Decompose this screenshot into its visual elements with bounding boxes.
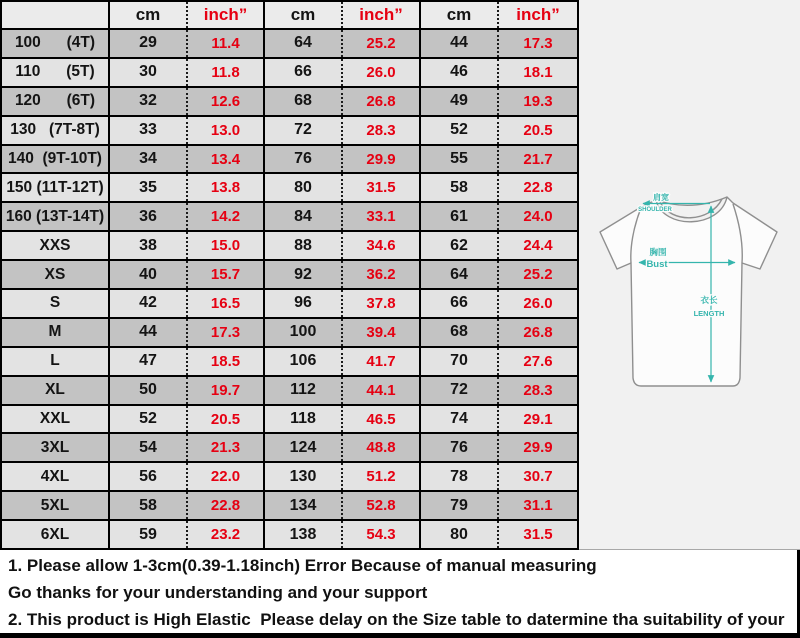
note-line-3: 2. This product is High Elastic Please delay on the Size table to datermine tha suitability of your [8,610,785,629]
inch-value: 31.1 [523,497,553,515]
header-inch-2: inch” [343,2,421,28]
inch-value: 34.6 [343,232,421,259]
size-label: S [2,290,110,317]
size-label: 140 (9T-10T) [2,146,110,173]
inch-value: 11.8 [188,59,265,86]
size-label: 3XL [2,434,110,461]
cm-value: 130 [265,463,343,490]
size-row-6xl [2,521,577,548]
inch-value: 26.0 [523,294,553,312]
size-row-130 [2,117,577,146]
note-line-2: Go thanks for your understanding and your support [8,583,428,602]
cm-value: 36 [110,203,188,230]
shoulder-label-cn: 肩宽 [653,193,669,202]
size-label: 100 (4T) [2,30,110,57]
cm-value: 66 [265,59,343,86]
size-row-110 [2,59,577,88]
bust-label-en: Bust [646,259,668,270]
cm-value: 78 [421,463,499,490]
size-row-120 [2,88,577,117]
inch-value: 48.8 [343,434,421,461]
cm-value: 66 [421,290,499,317]
cm-value: 30 [110,59,188,86]
size-label: 110 (5T) [2,59,110,86]
inch-value: 14.2 [188,203,265,230]
cm-value: 44 [421,30,499,57]
inch-value: 36.2 [343,261,421,288]
cm-value: 52 [110,406,188,433]
cm-value: 106 [265,348,343,375]
inch-value: 15.0 [188,232,265,259]
size-label: 120 (6T) [2,88,110,115]
size-row-100 [2,30,577,59]
inch-value: 21.7 [523,150,553,168]
inch-value: 18.5 [188,348,265,375]
cm-value: 70 [421,348,499,375]
inch-value: 21.3 [188,434,265,461]
size-label: 4XL [2,463,110,490]
cm-value: 72 [265,117,343,144]
inch-value: 27.6 [523,352,553,370]
size-row-xl [2,377,577,406]
cm-value: 52 [421,117,499,144]
inch-value: 29.9 [523,439,553,457]
size-label: M [2,319,110,346]
size-label: XXS [2,232,110,259]
cm-value: 62 [421,232,499,259]
inch-value: 18.1 [523,63,553,81]
header-cm-2: cm [265,2,343,28]
inch-value: 41.7 [343,348,421,375]
inch-value: 46.5 [343,406,421,433]
cm-value: 34 [110,146,188,173]
cm-value: 33 [110,117,188,144]
header-inch-1: inch” [188,2,265,28]
inch-value: 44.1 [343,377,421,404]
size-label: 130 (7T-8T) [2,117,110,144]
cm-value: 76 [421,434,499,461]
size-label: XXL [2,406,110,433]
tshirt-diagram-panel [579,0,800,550]
cm-value: 124 [265,434,343,461]
cm-value: 55 [421,146,499,173]
cm-value: 58 [421,174,499,201]
size-row-3xl [2,434,577,463]
inch-value: 16.5 [188,290,265,317]
inch-value: 15.7 [188,261,265,288]
inch-value: 30.7 [523,468,553,486]
inch-value: 13.4 [188,146,265,173]
size-label: 5XL [2,492,110,519]
bust-label-cn: 胸围 [649,247,667,257]
cm-value: 68 [265,88,343,115]
inch-value: 22.8 [523,179,553,197]
inch-value: 29.9 [343,146,421,173]
cm-value: 50 [110,377,188,404]
cm-value: 49 [421,88,499,115]
cm-value: 46 [421,59,499,86]
shoulder-label-en: SHOULDER [638,207,672,213]
inch-value: 19.3 [523,92,553,110]
cm-value: 118 [265,406,343,433]
inch-value: 24.0 [523,208,553,226]
cm-value: 134 [265,492,343,519]
size-row-140 [2,146,577,175]
size-label: 160 (13T-14T) [2,203,110,230]
size-row-xs [2,261,577,290]
cm-value: 76 [265,146,343,173]
cm-value: 42 [110,290,188,317]
inch-value: 11.4 [188,30,265,57]
inch-value: 17.3 [523,34,553,52]
size-label: XL [2,377,110,404]
inch-value: 25.2 [523,266,553,284]
header-size-blank [2,2,110,28]
cm-value: 79 [421,492,499,519]
cm-value: 59 [110,521,188,548]
size-row-s [2,290,577,319]
cm-value: 112 [265,377,343,404]
length-label-cn: 衣长 [700,295,718,305]
inch-value: 52.8 [343,492,421,519]
cm-value: 64 [421,261,499,288]
inch-value: 22.8 [188,492,265,519]
size-row-xxl [2,406,577,435]
inch-value: 31.5 [523,526,553,544]
inch-value: 12.6 [188,88,265,115]
cm-value: 74 [421,406,499,433]
length-label-en: LENGTH [693,309,725,318]
tshirt-outline [600,197,777,386]
inch-value: 28.3 [523,381,553,399]
cm-value: 96 [265,290,343,317]
note-line-1: 1. Please allow 1-3cm(0.39-1.18inch) Error Because of manual measuring [8,556,597,575]
inch-value: 26.0 [343,59,421,86]
inch-value: 17.3 [188,319,265,346]
cm-value: 35 [110,174,188,201]
inch-value: 26.8 [523,323,553,341]
cm-value: 100 [265,319,343,346]
inch-value: 28.3 [343,117,421,144]
cm-value: 38 [110,232,188,259]
cm-value: 80 [421,521,499,548]
cm-value: 72 [421,377,499,404]
cm-value: 68 [421,319,499,346]
size-label: L [2,348,110,375]
inch-value: 13.8 [188,174,265,201]
inch-value: 19.7 [188,377,265,404]
tshirt-diagram [579,0,800,550]
header-cm-1: cm [110,2,188,28]
inch-value: 29.1 [523,410,553,428]
inch-value: 24.4 [523,237,553,255]
size-label: XS [2,261,110,288]
size-row-5xl [2,492,577,521]
cm-value: 44 [110,319,188,346]
inch-value: 23.2 [188,521,265,548]
inch-value: 33.1 [343,203,421,230]
cm-value: 32 [110,88,188,115]
size-table-header-row [2,2,577,30]
cm-value: 47 [110,348,188,375]
cm-value: 64 [265,30,343,57]
inch-value: 39.4 [343,319,421,346]
size-row-150 [2,174,577,203]
inch-value: 20.5 [523,121,553,139]
cm-value: 61 [421,203,499,230]
inch-value: 31.5 [343,174,421,201]
cm-value: 88 [265,232,343,259]
cm-value: 40 [110,261,188,288]
inch-value: 37.8 [343,290,421,317]
cm-value: 92 [265,261,343,288]
bottom-border-bar [0,633,800,638]
inch-value: 51.2 [343,463,421,490]
cm-value: 54 [110,434,188,461]
inch-value: 13.0 [188,117,265,144]
inch-value: 22.0 [188,463,265,490]
inch-value: 25.2 [343,30,421,57]
inch-value: 26.8 [343,88,421,115]
cm-value: 84 [265,203,343,230]
inch-value: 20.5 [188,406,265,433]
inch-value: 54.3 [343,521,421,548]
size-label: 6XL [2,521,110,548]
size-row-4xl [2,463,577,492]
cm-value: 138 [265,521,343,548]
size-row-m [2,319,577,348]
cm-value: 80 [265,174,343,201]
size-label: 150 (11T-12T) [2,174,110,201]
cm-value: 56 [110,463,188,490]
size-row-l [2,348,577,377]
size-row-xxs [2,232,577,261]
header-inch-3: inch” [516,5,560,24]
header-cm-3: cm [421,2,499,28]
size-row-160 [2,203,577,232]
cm-value: 29 [110,30,188,57]
cm-value: 58 [110,492,188,519]
notes-section [0,550,800,633]
